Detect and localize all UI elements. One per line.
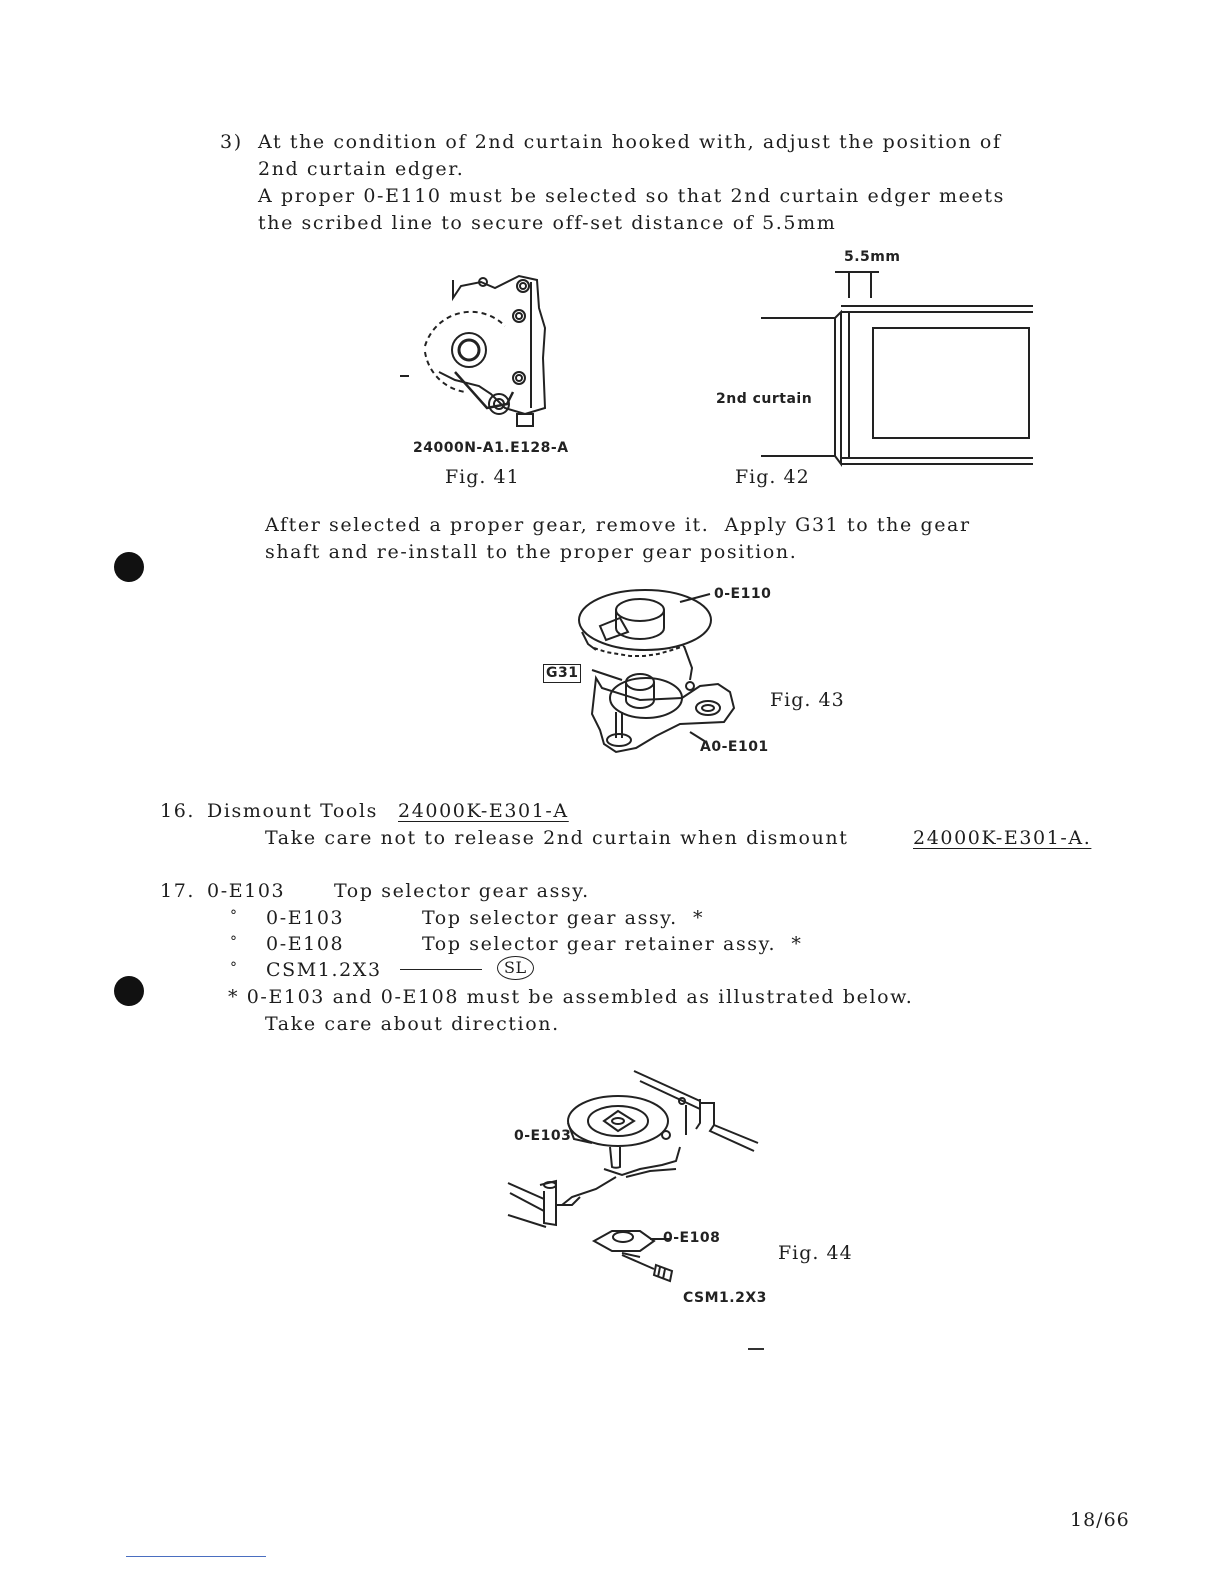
step-3-line-3: A proper 0-E110 must be selected so that 2nd curtain edger meets <box>258 185 1005 207</box>
fig-44-assembly-illustration <box>500 1065 770 1290</box>
step-17-item-3-bullet: ° <box>230 960 239 976</box>
fig-41-edger-illustration <box>395 268 565 438</box>
binder-hole-top <box>114 552 144 582</box>
step-3-number: 3) <box>220 131 243 153</box>
fig-44-part-a-label: 0-E103 <box>514 1128 572 1144</box>
fig-42-curtain-label: 2nd curtain <box>716 391 813 407</box>
after-line-2: shaft and re-install to the proper gear position. <box>265 541 798 563</box>
step-3-line-2: 2nd curtain edger. <box>258 158 465 180</box>
fig-43-gear-label: 0-E110 <box>714 586 772 602</box>
step-16-line-2-tool: 24000K-E301-A. <box>913 827 1092 849</box>
fig-44-caption: Fig. 44 <box>778 1242 853 1264</box>
step-16-line-2: Take care not to release 2nd curtain when dismount <box>265 827 849 849</box>
fig-42-caption: Fig. 42 <box>735 466 810 488</box>
step-17-item-1-desc: Top selector gear assy. * <box>422 907 705 929</box>
step-17-item-3-part: CSM1.2X3 <box>266 959 382 981</box>
step-17-note-line-2: Take care about direction. <box>265 1013 560 1035</box>
fig-41-part-label: 24000N-A1.E128-A <box>413 440 569 456</box>
step-17-title: Top selector gear assy. <box>334 880 590 902</box>
step-17-note-line-1: * 0-E103 and 0-E108 must be assembled as illustrated below. <box>228 986 914 1008</box>
fig-43-base-label: A0-E101 <box>700 739 769 755</box>
step-3-line-1: At the condition of 2nd curtain hooked with, adjust the position of <box>258 131 1002 153</box>
fig-43-gear-illustration <box>560 580 750 765</box>
step-16-title: Dismount Tools <box>207 800 378 822</box>
step-17-item-1-bullet: ° <box>230 908 239 924</box>
step-17-number: 17. <box>160 880 196 902</box>
step-16-number: 16. <box>160 800 196 822</box>
step-17-item-1-part: 0-E103 <box>266 907 345 929</box>
step-17-part: 0-E103 <box>207 880 286 902</box>
fig-43-caption: Fig. 43 <box>770 689 845 711</box>
fig-42-curtain-diagram <box>755 268 1040 473</box>
fig-42-dimension: 5.5mm <box>844 249 901 265</box>
stray-mark <box>748 1348 764 1350</box>
fig-44-screw-label: CSM1.2X3 <box>683 1290 767 1306</box>
step-17-item-2-desc: Top selector gear retainer assy. * <box>422 933 803 955</box>
fig-41-caption: Fig. 41 <box>445 466 520 488</box>
scan-edge-mark <box>126 1556 266 1557</box>
fig-44-part-b-label: 0-E108 <box>663 1230 721 1246</box>
step-17-item-2-part: 0-E108 <box>266 933 345 955</box>
step-17-item-3-sl-mark: SL <box>497 956 534 980</box>
fig-43-grease-label: G31 <box>543 664 581 683</box>
step-3-line-4: the scribed line to secure off-set distance of 5.5mm <box>258 212 837 234</box>
step-17-item-3-dash <box>400 969 482 970</box>
binder-hole-bottom <box>114 976 144 1006</box>
page-number: 18/66 <box>1070 1509 1130 1531</box>
step-17-item-2-bullet: ° <box>230 934 239 950</box>
step-16-tool: 24000K-E301-A <box>398 800 569 822</box>
after-line-1: After selected a proper gear, remove it. Apply G31 to the gear <box>265 514 971 536</box>
